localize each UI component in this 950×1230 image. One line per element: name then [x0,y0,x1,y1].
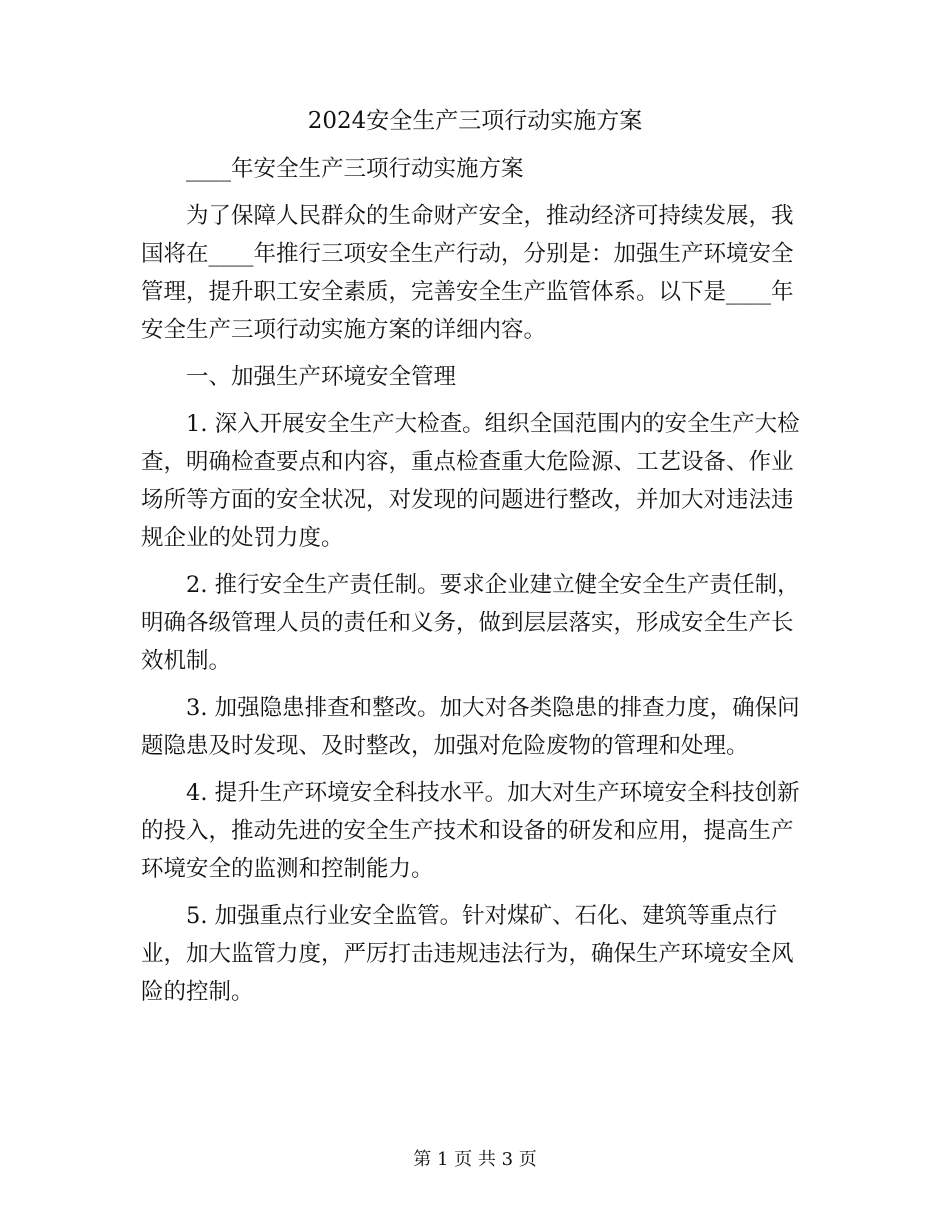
document-body [141,150,811,1020]
list-item-1: 1. 深入开展安全生产大检查。组织全国范围内的安全生产大检查，明确检查要点和内容，重点检查重大危险源、工艺设备、作业场所等方面的安全状况，对发现的问题进行整改，并加大对违法违规企业的处罚力度。 [141,411,800,551]
document-title: 2024安全生产三项行动实施方案 [307,108,643,134]
section-heading-1: 一、加强生产环境安全管理 [186,364,457,390]
paragraph-intro: 为了保障人民群众的生命财产安全，推动经济可持续发展，我国将在____年推行三项安全生产行动，分别是：加强生产环境安全管理，提升职工安全素质，完善安全生产监管体系。以下是____年安全生产三项行动实施方案的详细内容。 [141,203,794,343]
list-item-2: 2. 推行安全生产责任制。要求企业建立健全安全生产责任制，明确各级管理人员的责任和义务，做到层层落实，形成安全生产长效机制。 [141,572,800,674]
page-footer: 第 1 页 共 3 页 [413,1149,537,1170]
paragraph-subtitle: ____年安全生产三项行动实施方案 [186,156,524,182]
list-item-3: 3. 加强隐患排查和整改。加大对各类隐患的排查力度，确保问题隐患及时发现、及时整改，加强对危险废物的管理和处理。 [141,695,800,759]
list-item-5: 5. 加强重点行业安全监管。针对煤矿、石化、建筑等重点行业，加大监管力度，严厉打击违规违法行为，确保生产环境安全风险的控制。 [141,903,794,1005]
list-item-4: 4. 提升生产环境安全科技水平。加大对生产环境安全科技创新的投入，推动先进的安全生产技术和设备的研发和应用，提高生产环境安全的监测和控制能力。 [141,780,800,882]
